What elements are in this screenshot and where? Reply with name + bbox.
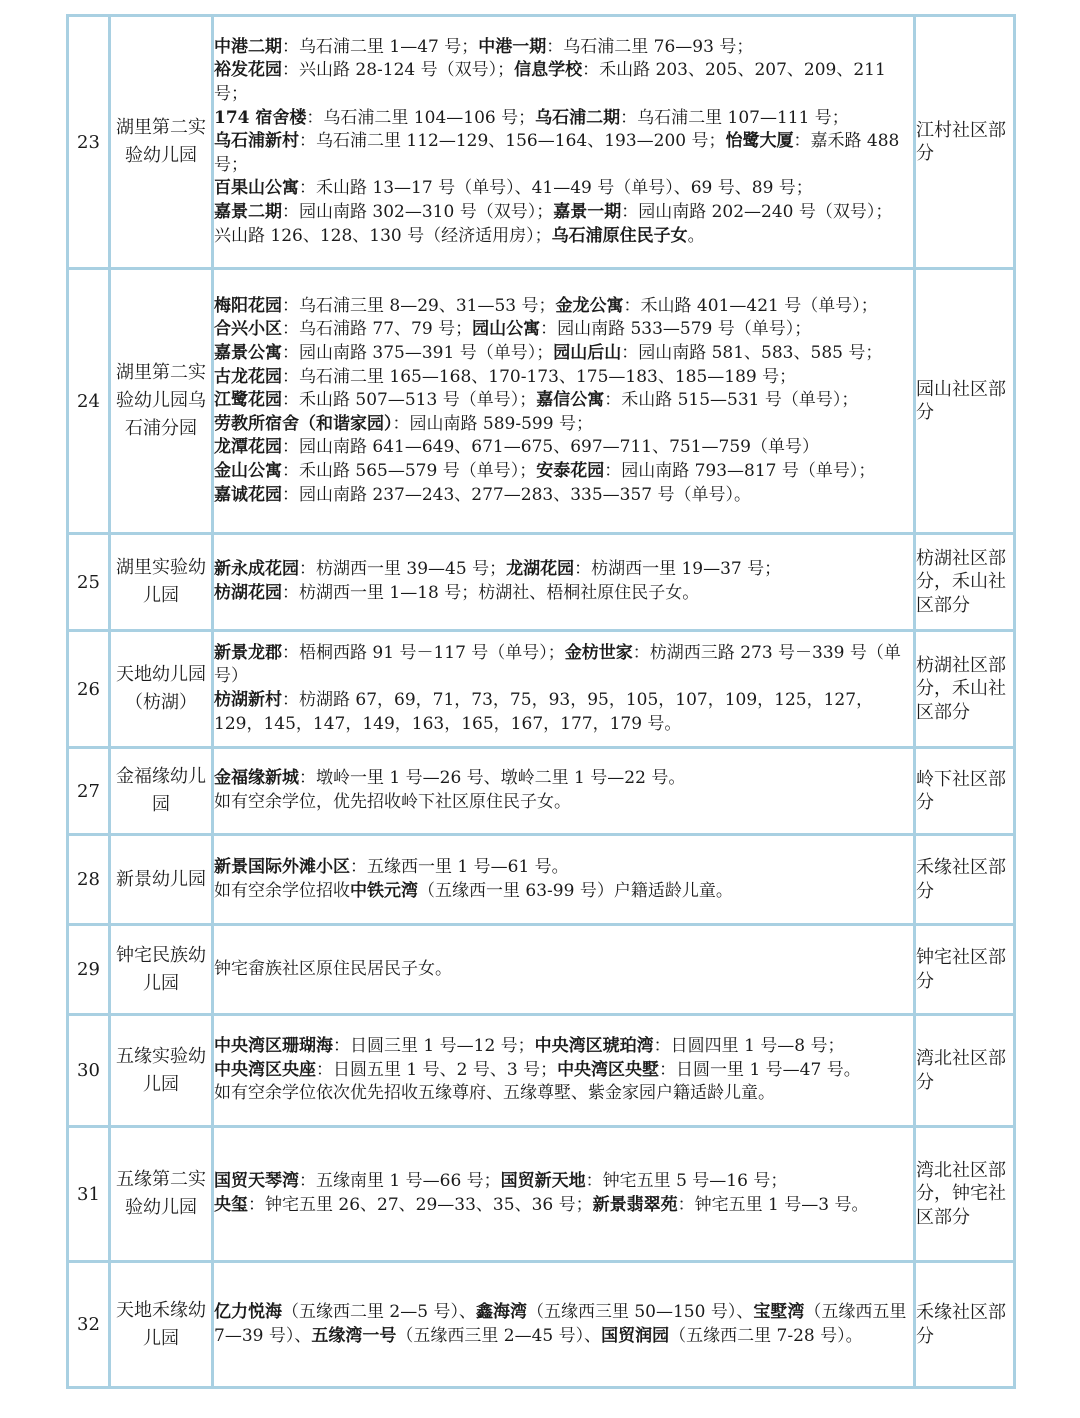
residence-name: 五缘湾一号 — [311, 1325, 397, 1346]
table-row — [68, 631, 1015, 748]
row-number: 24 — [68, 269, 110, 534]
table-row — [68, 269, 1015, 534]
address-text: ：枋湖西一里 19—37 号； — [574, 559, 782, 580]
address-text: ：园山南路 302—310 号（双号）； — [282, 201, 554, 222]
residence-name: 国贸润园 — [601, 1325, 670, 1346]
row-number: 30 — [68, 1015, 110, 1127]
residence-name: 百果山公寓 — [214, 178, 299, 199]
residence-name: 江鹭花园 — [214, 390, 282, 411]
row-number: 23 — [68, 16, 110, 269]
residence-name: 宝墅湾 — [753, 1301, 805, 1322]
address-text: ：枋湖西一里 1—18 号；枋湖社、梧桐社原住民子女。 — [282, 583, 700, 603]
school-district-table — [66, 14, 1016, 1389]
address-text: ：禾山路 401—421 号（单号）； — [623, 295, 878, 316]
residence-name: 嘉景公寓 — [214, 343, 282, 364]
address-text: ：枋湖路 67，69，71，73，75，93，95，105，107，109，125，127，129，145，147，149，163，165，167，177，179 号。 — [214, 690, 874, 734]
kindergarten-name: 钟宅民族幼儿园 — [110, 925, 213, 1015]
address-text: ：乌石浦路 77、79 号； — [282, 319, 473, 340]
address-text: ：园山南路 202—240 号（双号）； — [621, 201, 893, 222]
address-text: ：乌石浦二里 76—93 号； — [546, 36, 754, 57]
enrollment-area — [213, 631, 915, 748]
residence-name: 园山公寓 — [472, 319, 541, 340]
residence-name: 金福缘新城 — [214, 768, 299, 789]
residence-name: 合兴小区 — [214, 319, 282, 340]
kindergarten-name: 湖里第二实验幼儿园乌石浦分园 — [110, 269, 213, 534]
enrollment-area — [213, 269, 915, 534]
address-text: ：园山南路 641—649、671—675、697—711、751—759（单号） — [282, 437, 819, 458]
residence-name: 中央湾区珊瑚海 — [214, 1036, 333, 1057]
address-text: 如有空余学位招收 — [214, 880, 350, 901]
residence-name: 新景翡翠苑 — [592, 1195, 678, 1215]
address-text: ：五缘西一里 1 号—61 号。 — [350, 856, 569, 877]
residence-name: 金龙公寓 — [555, 295, 624, 316]
address-text: ：乌石浦二里 112—129、156—164、193—200 号； — [299, 131, 726, 152]
residence-name: 中央湾区央座 — [214, 1059, 316, 1080]
address-text: ：乌石浦三里 8—29、31—53 号； — [282, 295, 556, 316]
residence-name: 乌石浦二期 — [535, 107, 621, 128]
residence-name: 枋湖花园 — [214, 583, 282, 603]
address-text: 。 — [687, 225, 705, 246]
address-text: （五缘西一里 63-99 号）户籍适龄儿童。 — [418, 880, 733, 901]
row-number: 32 — [68, 1262, 110, 1388]
residence-name: 嘉景二期 — [214, 201, 282, 222]
community-scope: 岭下社区部分 — [915, 748, 1015, 835]
kindergarten-name: 天地禾缘幼儿园 — [110, 1262, 213, 1388]
community-scope: 枋湖社区部分，禾山社区部分 — [915, 631, 1015, 748]
residence-name: 安泰花园 — [536, 460, 605, 481]
residence-name: 劳教所宿舍（和谐家园） — [214, 413, 393, 434]
address-text: 如有空余学位依次优先招收五缘尊府、五缘尊墅、紫金家园户籍适龄儿童。 — [214, 1083, 775, 1104]
community-scope: 江村社区部分 — [915, 16, 1015, 269]
address-text: ：嘉禾路 488 号； — [214, 131, 900, 175]
address-text: ：钟宅五里 5 号—16 号； — [585, 1171, 788, 1192]
address-text: ：钟宅五里 1 号—3 号。 — [677, 1195, 869, 1215]
address-text: 钟宅畲族社区原住民居民子女。 — [214, 958, 452, 979]
address-text: ：日圆四里 1 号—8 号； — [653, 1036, 845, 1057]
residence-name: 龙湖花园 — [506, 559, 575, 580]
address-text: （五缘西二里 7-28 号）。 — [669, 1325, 863, 1346]
table-row — [68, 1262, 1015, 1388]
address-text: ：园山南路 793—817 号（单号）； — [604, 460, 876, 481]
address-text: ：日圆五里 1 号、2 号、3 号； — [316, 1059, 558, 1080]
address-text: 如有空余学位，优先招收岭下社区原住民子女。 — [214, 792, 571, 812]
residence-name: 新永成花园 — [214, 559, 299, 580]
residence-name: 新景龙郡 — [214, 642, 282, 663]
kindergarten-name: 天地幼儿园（枋湖） — [110, 631, 213, 748]
residence-name: 金山公寓 — [214, 460, 282, 481]
address-text: ：枋湖西三路 273 号－339 号（单号） — [214, 642, 901, 687]
community-scope: 禾缘社区部分 — [915, 835, 1015, 925]
table-row — [68, 534, 1015, 631]
address-text: ：禾山路 13—17 号（单号）、41—49 号（单号）、69 号、89 号； — [299, 178, 813, 199]
residence-name: 中港二期 — [214, 36, 282, 57]
residence-name: 国贸新天地 — [500, 1171, 586, 1192]
enrollment-area — [213, 925, 915, 1015]
residence-name: 枋湖新村 — [214, 690, 282, 710]
residence-name: 乌石浦原住民子女 — [551, 225, 688, 246]
address-text: ：梧桐西路 91 号－117 号（单号）； — [282, 642, 565, 663]
residence-name: 怡鹭大厦 — [725, 131, 794, 152]
address-text: ：园山南路 589-599 号； — [392, 413, 593, 434]
row-number: 26 — [68, 631, 110, 748]
residence-name: 央玺 — [214, 1195, 248, 1215]
residence-name: 中港一期 — [478, 36, 547, 57]
residence-name: 国贸天琴湾 — [214, 1171, 299, 1192]
community-scope: 园山社区部分 — [915, 269, 1015, 534]
address-text: ：五缘南里 1 号—66 号； — [299, 1171, 501, 1192]
row-number: 27 — [68, 748, 110, 835]
residence-name: 嘉信公寓 — [536, 390, 605, 411]
community-scope: 湾北社区部分，钟宅社区部分 — [915, 1127, 1015, 1262]
residence-name: 古龙花园 — [214, 366, 282, 387]
kindergarten-name: 新景幼儿园 — [110, 835, 213, 925]
address-text: ：禾山路 203、205、207、209、211 号； — [214, 60, 886, 105]
address-text: ：墩岭一里 1 号—26 号、墩岭二里 1 号—22 号。 — [299, 768, 686, 789]
address-text: ：钟宅五里 26、27、29—33、35、36 号； — [248, 1195, 593, 1215]
residence-name: 园山后山 — [553, 343, 622, 364]
enrollment-area — [213, 1127, 915, 1262]
residence-name: 鑫海湾 — [475, 1301, 527, 1322]
address-text: ：园山南路 533—579 号（单号）； — [540, 319, 812, 340]
kindergarten-name: 金福缘幼儿园 — [110, 748, 213, 835]
residence-name: 龙潭花园 — [214, 437, 282, 458]
address-text: （五缘西二里 2—5 号）、 — [282, 1301, 476, 1322]
address-text: （五缘西五里 7—39 号）、 — [214, 1301, 907, 1346]
address-text: ：乌石浦二里 165—168、170-173、175—183、185—189 号； — [282, 366, 797, 387]
residence-name: 嘉景一期 — [553, 201, 622, 222]
row-number: 29 — [68, 925, 110, 1015]
address-text: ：兴山路 28-124 号（双号）； — [282, 60, 515, 81]
enrollment-area — [213, 16, 915, 269]
residence-name: 174 宿舍楼 — [214, 107, 307, 128]
row-number: 28 — [68, 835, 110, 925]
kindergarten-name: 湖里第二实验幼儿园 — [110, 16, 213, 269]
table-body — [68, 16, 1015, 1388]
residence-name: 金枋世家 — [564, 642, 633, 663]
address-text: ：园山南路 581、583、585 号； — [621, 343, 883, 364]
table-row — [68, 748, 1015, 835]
residence-name: 中央湾区琥珀湾 — [534, 1036, 654, 1057]
community-scope: 湾北社区部分 — [915, 1015, 1015, 1127]
residence-name: 乌石浦新村 — [214, 131, 299, 152]
address-text: ：园山南路 375—391 号（单号）； — [282, 343, 554, 364]
address-text: （五缘西三里 50—150 号）、 — [526, 1301, 754, 1322]
row-number: 31 — [68, 1127, 110, 1262]
residence-name: 中铁元湾 — [350, 880, 418, 901]
residence-name: 裕发花园 — [214, 60, 282, 81]
enrollment-area — [213, 534, 915, 631]
kindergarten-name: 五缘实验幼儿园 — [110, 1015, 213, 1127]
address-text: ：枋湖西一里 39—45 号； — [299, 559, 507, 580]
address-text: ：乌石浦二里 1—47 号； — [282, 36, 479, 57]
table-row — [68, 1015, 1015, 1127]
address-text: ：园山南路 237—243、277—283、335—357 号（单号）。 — [282, 484, 751, 505]
address-text: ：禾山路 507—513 号（单号）； — [282, 390, 537, 411]
residence-name: 中央湾区央墅 — [557, 1059, 660, 1080]
address-text: ：禾山路 565—579 号（单号）； — [282, 460, 537, 481]
residence-name: 信息学校 — [514, 60, 583, 81]
community-scope: 钟宅社区部分 — [915, 925, 1015, 1015]
community-scope: 枋湖社区部分，禾山社区部分 — [915, 534, 1015, 631]
enrollment-area — [213, 835, 915, 925]
address-text: 兴山路 126、128、130 号（经济适用房）； — [214, 225, 552, 246]
residence-name: 亿力悦海 — [214, 1301, 282, 1322]
table-row — [68, 925, 1015, 1015]
address-text: ：乌石浦二里 104—106 号； — [306, 107, 536, 128]
enrollment-area — [213, 1262, 915, 1388]
kindergarten-name: 湖里实验幼儿园 — [110, 534, 213, 631]
enrollment-area — [213, 748, 915, 835]
enrollment-area — [213, 1015, 915, 1127]
residence-name: 梅阳花园 — [214, 295, 282, 316]
community-scope: 禾缘社区部分 — [915, 1262, 1015, 1388]
address-text: ：日圆一里 1 号—47 号。 — [659, 1059, 861, 1080]
address-text: ：乌石浦二里 107—111 号； — [620, 107, 849, 128]
residence-name: 嘉诚花园 — [214, 484, 282, 505]
address-text: ：禾山路 515—531 号（单号）； — [604, 390, 859, 411]
row-number: 25 — [68, 534, 110, 631]
table-row — [68, 1127, 1015, 1262]
kindergarten-name: 五缘第二实验幼儿园 — [110, 1127, 213, 1262]
table-row — [68, 16, 1015, 269]
table-row — [68, 835, 1015, 925]
residence-name: 新景国际外滩小区 — [214, 856, 350, 877]
address-text: ：日圆三里 1 号—12 号； — [333, 1036, 535, 1057]
address-text: （五缘西三里 2—45 号）、 — [396, 1325, 602, 1346]
